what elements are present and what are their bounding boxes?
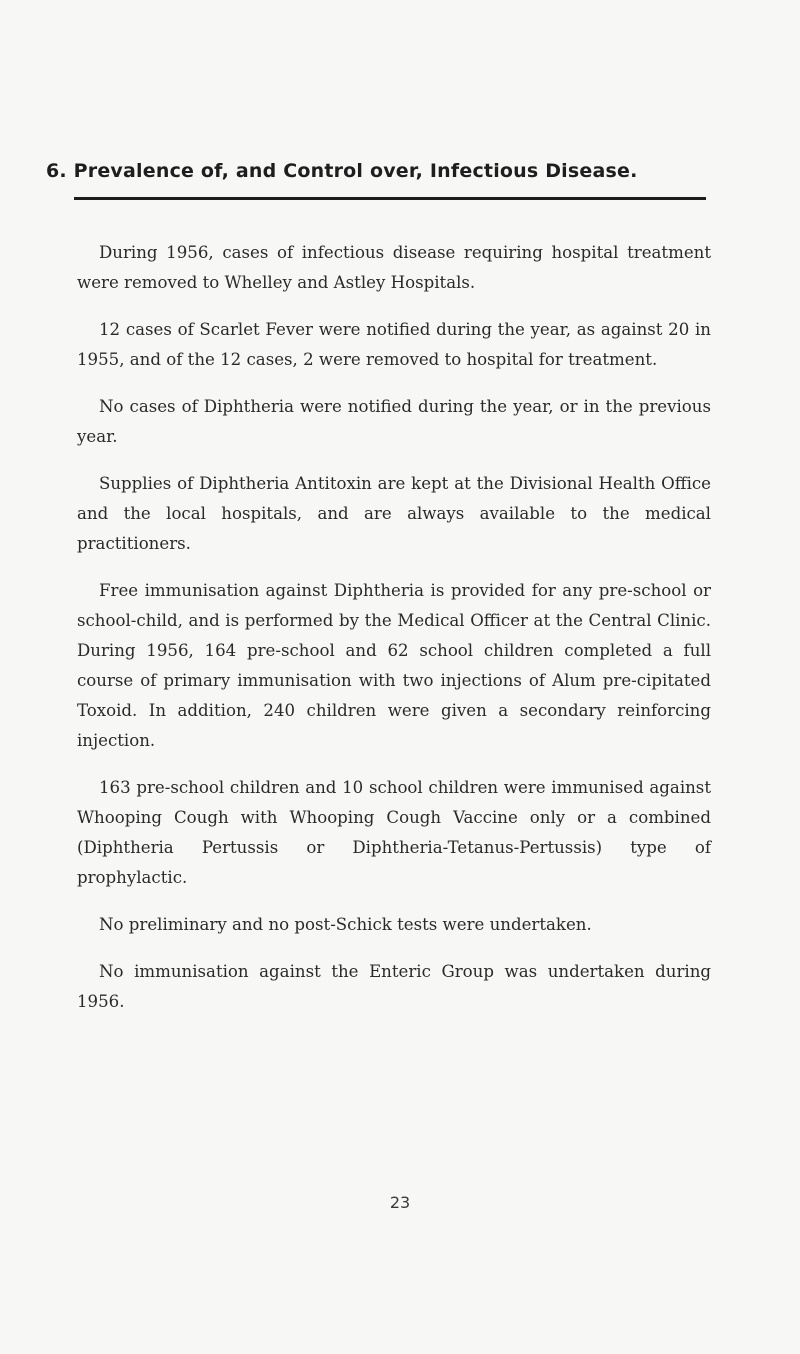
page-number: 23 (389, 1193, 411, 1212)
paragraph-enteric-group: No immunisation against the Enteric Group was undertaken during 1956. (77, 962, 711, 1011)
paragraph-antitoxin-supplies: Supplies of Diphtheria Antitoxin are kept at the Divisional Health Office and the local hospitals, and are always available to the medical practitioners. (77, 474, 711, 553)
paragraph-schick-tests: No preliminary and no post-Schick tests were undertaken. (99, 915, 592, 934)
paragraph-diphtheria-immunisation: Free immunisation against Diphtheria is provided for any pre-school or school-child, and is performed by the Medical Officer at the Central Clinic. During 1956, 164 pre-school and 62 school children completed a full course of primary immunisation with two injections of Alum pre-cipitated Toxoid. In addition, 240 children were given a secondary reinforcing injection. (77, 581, 711, 750)
body-text (77, 238, 711, 1034)
paragraph-diphtheria-cases: No cases of Diphtheria were notified during the year, or in the previous year. (77, 397, 711, 446)
paragraph-hospital-removals: During 1956, cases of infectious disease requiring hospital treatment were removed to Whelley and Astley Hospitals. (77, 243, 711, 292)
section-heading: 6. Prevalence of, and Control over, Infectious Disease. (46, 160, 638, 182)
paragraph-scarlet-fever: 12 cases of Scarlet Fever were notified during the year, as against 20 in 1955, and of the 12 cases, 2 were removed to hospital for treatment. (77, 320, 711, 369)
paragraph-whooping-cough: 163 pre-school children and 10 school children were immunised against Whooping Cough with Whooping Cough Vaccine only or a combined (Diphtheria Pertussis or Diphtheria-Tetanus-Pertussis) type of prophylactic. (77, 778, 711, 887)
heading-underline (74, 197, 706, 200)
